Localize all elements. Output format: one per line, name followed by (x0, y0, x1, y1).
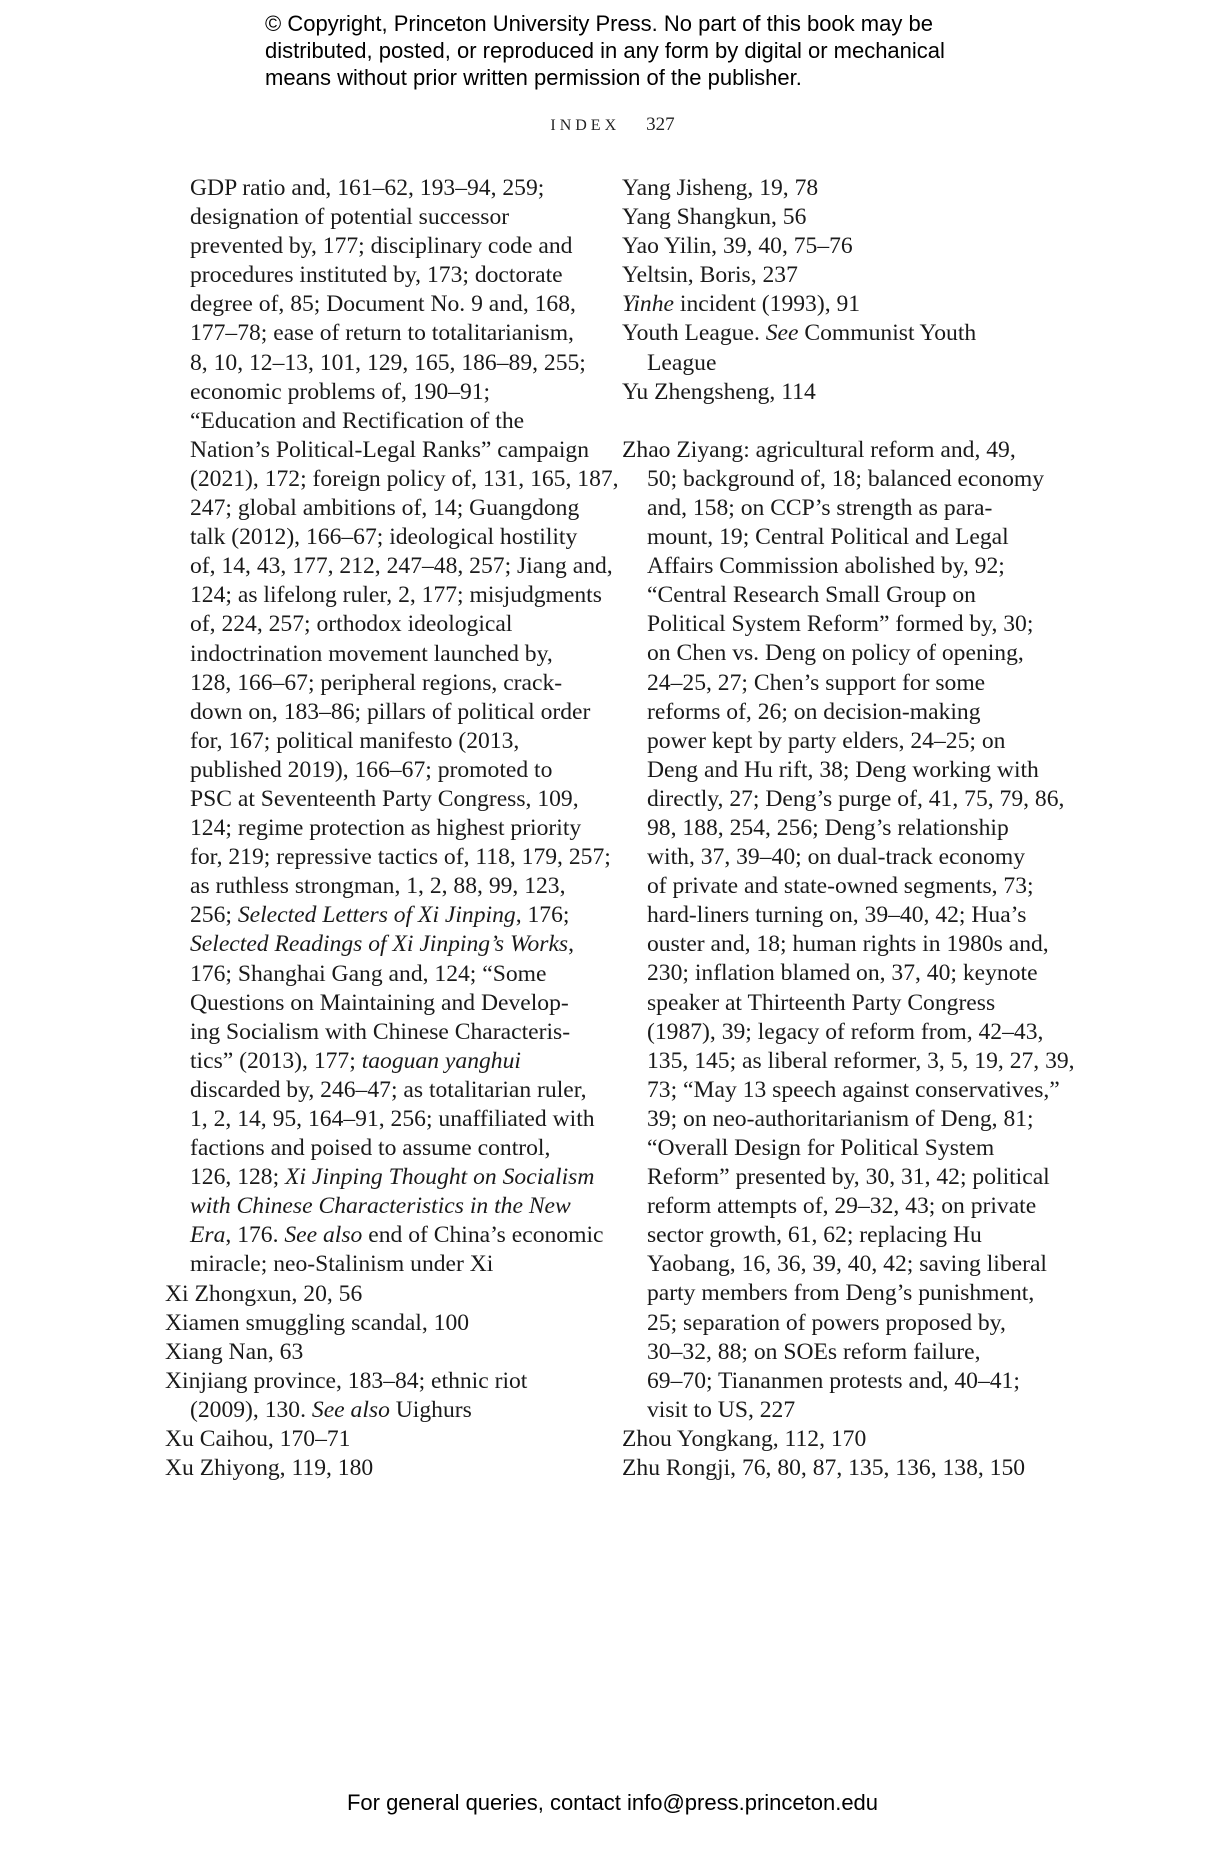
book-title: Selected Letters of Xi Jinping (237, 902, 516, 929)
index-line: 128, 166–67; peripheral regions, crack- (190, 669, 563, 696)
italic-term: taoguan yanghui (361, 1047, 521, 1074)
index-line: (1987), 39; legacy of reform from, 42–43, (647, 1018, 1044, 1045)
book-title: Xi Jinping Thought on Socialism (285, 1164, 595, 1191)
index-line: reform attempts of, 29–32, 43; on private (647, 1193, 1037, 1220)
index-line: degree of, 85; Document No. 9 and, 168, (190, 291, 576, 318)
page-number: 327 (646, 114, 675, 135)
index-line: of private and state-owned segments, 73; (647, 873, 1034, 900)
index-entry-continuation: League (647, 349, 717, 376)
index-line: 8, 10, 12–13, 101, 129, 165, 186–89, 255; (190, 349, 586, 376)
index-line (190, 1163, 595, 1192)
index-line: reforms of, 26; on decision-making (647, 698, 981, 725)
index-line: Affairs Commission abolished by, 92; (647, 553, 1005, 580)
index-text: end of China’s economic (362, 1222, 604, 1249)
section-gap (622, 407, 1042, 436)
index-entry: Yao Yilin, 39, 40, 75–76 (622, 233, 853, 260)
running-head (0, 114, 1225, 136)
index-line: 135, 145; as liberal reformer, 3, 5, 19, 27, 39, (647, 1047, 1075, 1074)
index-line: discarded by, 246–47; as totalitarian ruler, (190, 1076, 587, 1103)
index-line: talk (2012), 166–67; ideological hostility (190, 524, 578, 551)
index-line: “Central Research Small Group on (647, 582, 976, 609)
index-text: 126, 128; (190, 1164, 286, 1191)
index-entry: Yang Jisheng, 19, 78 (622, 175, 819, 201)
index-text: , 176; (515, 902, 570, 929)
contact-footer: For general queries, contact info@press.princeton.edu (346, 1790, 879, 1815)
index-line: published 2019), 166–67; promoted to (190, 756, 553, 783)
index-line: Deng and Hu rift, 38; Deng working with (647, 756, 1039, 783)
index-column-right (622, 174, 1075, 1483)
index-line: and, 158; on CCP’s strength as para- (647, 494, 993, 521)
index-line: 1, 2, 14, 95, 164–91, 256; unaffiliated with (190, 1106, 595, 1132)
index-line (190, 1047, 585, 1076)
italic-term: Yinhe (622, 291, 674, 318)
index-line: Yaobang, 16, 36, 39, 40, 42; saving liberal (647, 1251, 1047, 1278)
index-line: on Chen vs. Deng on policy of opening, (647, 640, 1024, 667)
index-text: (2009), 130. (190, 1396, 312, 1423)
index-line: down on, 183–86; pillars of political order (190, 698, 591, 725)
index-line: for, 167; political manifesto (2013, (190, 727, 520, 754)
index-line: 73; “May 13 speech against conservatives,” (647, 1076, 1060, 1103)
index-entry: Yeltsin, Boris, 237 (622, 262, 798, 289)
index-line: 247; global ambitions of, 14; Guangdong (190, 495, 580, 522)
index-line: 39; on neo-authoritarianism of Deng, 81; (647, 1105, 1034, 1132)
index-line: (2021), 172; foreign policy of, 131, 165, 187, (190, 465, 619, 492)
book-title: with Chinese Characteristics in the New (190, 1193, 571, 1220)
index-line (190, 1192, 585, 1221)
index-line: indoctrination movement launched by, (190, 640, 553, 667)
index-line: Reform” presented by, 30, 31, 42; political (647, 1164, 1050, 1191)
copyright-line: distributed, posted, or reproduced in any form by digital or mechanical (265, 38, 945, 63)
index-text: incident (1993), 91 (674, 291, 861, 318)
index-entry (622, 290, 1042, 319)
index-text: tics” (2013), 177; (190, 1047, 362, 1074)
section-label: INDEX (550, 117, 621, 134)
index-entry: Xi Zhongxun, 20, 56 (165, 1280, 363, 1307)
index-entry: Xu Caihou, 170–71 (165, 1426, 351, 1453)
index-line: PSC at Seventeenth Party Congress, 109, (190, 785, 579, 812)
index-entry-continuation (622, 465, 1075, 1425)
index-line: 176; Shanghai Gang and, 124; “Some (190, 960, 547, 987)
index-line: sector growth, 61, 62; replacing Hu (647, 1222, 982, 1249)
index-text: , 176. (225, 1222, 285, 1249)
index-line: “Overall Design for Political System (647, 1135, 995, 1161)
see-also: See also (311, 1396, 390, 1423)
index-entry: Xiamen smuggling scandal, 100 (165, 1309, 470, 1336)
index-line: 230; inflation blamed on, 37, 40; keynote (647, 960, 1038, 987)
index-entry-continuation (165, 174, 619, 1280)
see-reference: See (765, 320, 799, 347)
index-text: Youth League. (622, 320, 766, 347)
index-line: visit to US, 227 (647, 1396, 796, 1423)
index-entry: Xu Zhiyong, 119, 180 (165, 1455, 374, 1482)
index-line: factions and poised to assume control, (190, 1135, 551, 1162)
index-line: designation of potential successor (190, 204, 510, 231)
index-line: Questions on Maintaining and Develop- (190, 989, 569, 1016)
index-entry: Zhou Yongkang, 112, 170 (622, 1425, 867, 1452)
index-line (190, 930, 585, 959)
copyright-line: © Copyright, Princeton University Press. No part of this book may be (265, 11, 933, 36)
book-title: Selected Readings of Xi Jinping’s Works (190, 931, 569, 958)
index-entry: Zhu Rongji, 76, 80, 87, 135, 136, 138, 150 (622, 1455, 1026, 1482)
index-entry: Xiang Nan, 63 (165, 1338, 304, 1365)
index-text: Communist Youth (798, 320, 977, 347)
index-line: with, 37, 39–40; on dual-track economy (647, 844, 1026, 871)
index-line: ing Socialism with Chinese Characteris- (190, 1018, 571, 1045)
index-line: 24–25, 27; Chen’s support for some (647, 669, 986, 696)
index-line: 50; background of, 18; balanced economy (647, 465, 1045, 492)
index-line: as ruthless strongman, 1, 2, 88, 99, 123, (190, 873, 566, 900)
index-line: 124; as lifelong ruler, 2, 177; misjudgments (190, 582, 602, 609)
index-line: prevented by, 177; disciplinary code and (190, 233, 573, 260)
index-line: 25; separation of powers proposed by, (647, 1309, 1006, 1336)
index-line: miracle; neo-Stalinism under Xi (190, 1251, 494, 1278)
index-line: 124; regime protection as highest priority (190, 815, 582, 842)
index-line: hard-liners turning on, 39–40, 42; Hua’s (647, 902, 1027, 929)
index-line: for, 219; repressive tactics of, 118, 179, 257; (190, 844, 611, 871)
copyright-notice (265, 10, 1025, 91)
index-entry: Zhao Ziyang: agricultural reform and, 49, (622, 436, 1016, 463)
index-line: procedures instituted by, 173; doctorate (190, 262, 563, 289)
index-line (190, 901, 585, 930)
index-line (190, 1221, 604, 1250)
index-line: of, 14, 43, 177, 212, 247–48, 257; Jiang and, (190, 553, 613, 580)
index-line: power kept by party elders, 24–25; on (647, 727, 1006, 754)
index-text: , (568, 931, 575, 958)
index-line: Political System Reform” formed by, 30; (647, 611, 1034, 638)
copyright-line: means without prior written permission of the publisher. (265, 65, 802, 90)
index-text: 256; (190, 902, 238, 929)
index-line: 98, 188, 254, 256; Deng’s relationship (647, 814, 1009, 841)
index-line: speaker at Thirteenth Party Congress (647, 989, 996, 1016)
index-line: party members from Deng’s punishment, (647, 1280, 1035, 1307)
index-line: of, 224, 257; orthodox ideological (190, 611, 513, 638)
index-line: Nation’s Political-Legal Ranks” campaign (190, 436, 590, 463)
book-title: Era (190, 1222, 226, 1249)
see-also: See also (284, 1222, 363, 1249)
index-line: 177–78; ease of return to totalitarianism, (190, 320, 574, 347)
index-entry: Xinjiang province, 183–84; ethnic riot (165, 1367, 528, 1394)
index-line: mount, 19; Central Political and Legal (647, 524, 1009, 551)
index-entry (622, 319, 1042, 348)
index-line: 30–32, 88; on SOEs reform failure, (647, 1338, 981, 1365)
index-column-left (165, 174, 619, 1483)
index-line: economic problems of, 190–91; (190, 378, 491, 405)
index-line: directly, 27; Deng’s purge of, 41, 75, 79, 86, (647, 785, 1065, 812)
index-entry: Yang Shangkun, 56 (622, 204, 807, 231)
index-line: ouster and, 18; human rights in 1980s and, (647, 931, 1049, 958)
index-entry: Yu Zhengsheng, 114 (622, 378, 816, 405)
index-line: GDP ratio and, 161–62, 193–94, 259; (190, 175, 545, 201)
index-entry-continuation (165, 1396, 585, 1425)
index-text: Uighurs (389, 1396, 472, 1423)
index-line: 69–70; Tiananmen protests and, 40–41; (647, 1367, 1020, 1394)
index-line: “Education and Rectification of the (190, 407, 525, 434)
